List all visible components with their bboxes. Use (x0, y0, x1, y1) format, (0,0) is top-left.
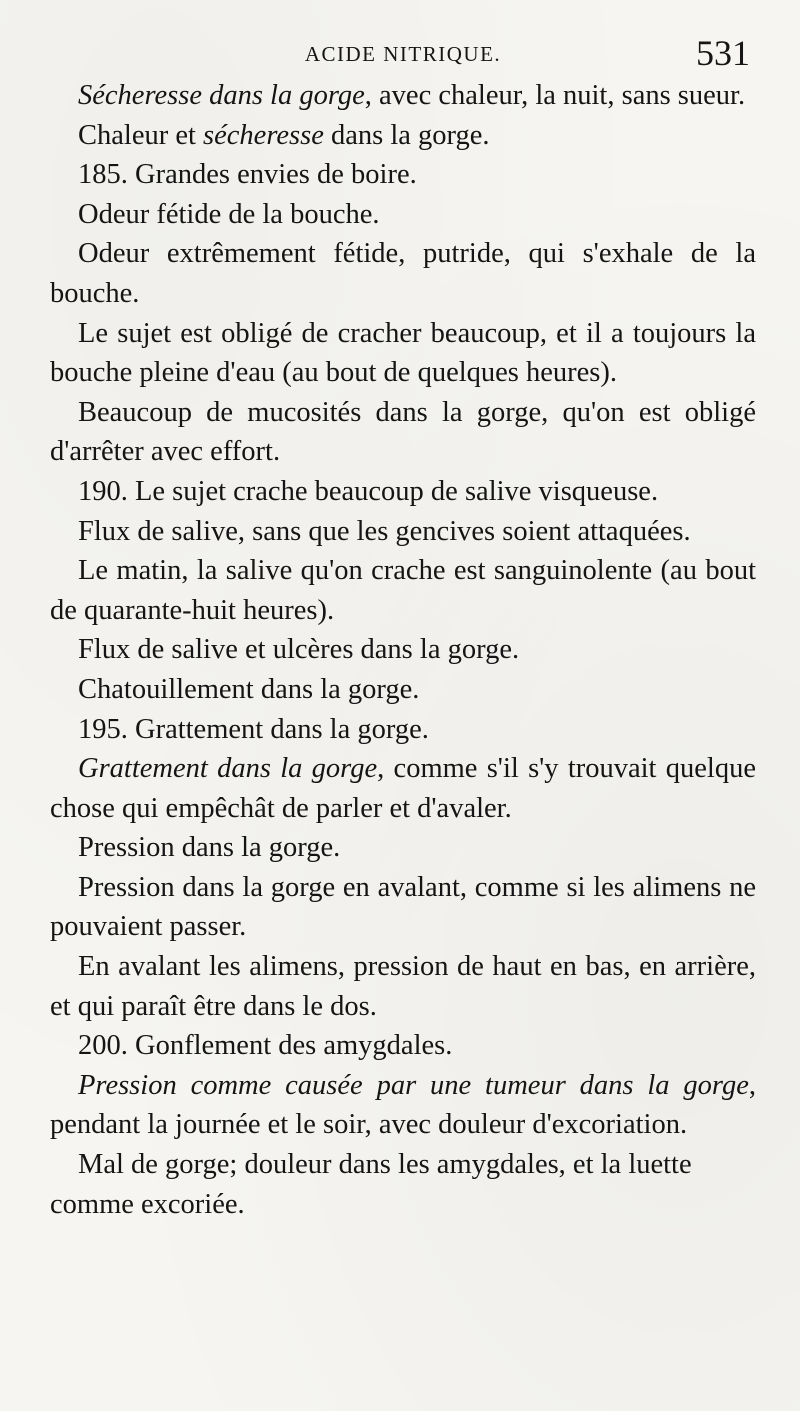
symptom-paragraph (50, 314, 756, 393)
symptom-paragraph (50, 670, 756, 710)
symptom-paragraph (50, 472, 756, 512)
text-segment: , avec chaleur, la nuit, sans sueur. (364, 80, 746, 111)
italic-text: sécheresse (203, 119, 324, 151)
italic-text: Sécheresse dans la gorge (78, 80, 365, 111)
text-segment: 200. Gonflement des amygdales. (78, 1030, 453, 1062)
symptom-paragraph (50, 393, 756, 472)
text-segment: 190. Le sujet crache beaucoup de salive visqueuse. (78, 475, 659, 507)
text-segment: Odeur fétide de la bouche. (78, 198, 380, 230)
symptom-paragraph (50, 749, 756, 828)
text-segment: Chatouillement dans la gorge. (78, 673, 420, 705)
text-segment: , comme s'il s'y trouvait quelque chose qui empêchât de parler et d'avaler. (50, 753, 756, 824)
symptom-paragraph (50, 710, 756, 750)
symptom-paragraph (50, 1026, 756, 1066)
running-title: ACIDE NITRIQUE. (304, 42, 502, 66)
text-segment: Flux de salive et ulcères dans la gorge. (78, 634, 520, 666)
text-segment: dans la gorge. (323, 119, 490, 151)
page-number: 531 (696, 33, 750, 73)
text-segment: Pression dans la gorge en avalant, comme si les alimens ne pouvaient passer. (50, 871, 756, 943)
symptom-paragraph (50, 512, 756, 552)
symptom-paragraph (50, 1145, 756, 1224)
text-segment: Mal de gorge; douleur dans les amygdales, et la luette comme excoriée. (50, 1149, 692, 1220)
symptom-paragraph (50, 630, 756, 670)
text-segment: En avalant les alimens, pression de haut en bas, en arrière, et qui paraît être dans le dos. (50, 951, 756, 1022)
symptom-paragraph (50, 868, 756, 947)
text-segment: 195. Grattement dans la gorge. (78, 713, 429, 745)
symptom-paragraph (50, 195, 756, 235)
symptom-paragraph (50, 1066, 756, 1145)
text-segment: Chaleur et (78, 119, 204, 151)
italic-text: Grattement dans la gorge (78, 753, 378, 785)
symptom-paragraph (50, 947, 756, 1026)
symptom-paragraph (50, 116, 756, 156)
text-segment: Le matin, la salive qu'on crache est sanguinolente (au bout de quarante-huit heures). (50, 555, 756, 626)
text-segment: Flux de salive, sans que les gencives soient attaquées. (78, 515, 691, 547)
symptom-paragraph (50, 155, 756, 195)
symptom-paragraph (50, 234, 756, 313)
text-segment: Odeur extrêmement fétide, putride, qui s'exhale de la bouche. (50, 238, 756, 309)
symptom-paragraph (50, 76, 756, 116)
text-segment: 185. Grandes envies de boire. (78, 159, 417, 191)
text-segment: Le sujet est obligé de cracher beaucoup, et il a toujours la bouche pleine d'eau (au bout de quelques heures). (50, 317, 756, 389)
text-segment: Pression dans la gorge. (78, 832, 341, 864)
running-head (50, 32, 756, 76)
text-segment: , pendant la journée et le soir, avec douleur d'excoriation. (50, 1069, 756, 1141)
body-text (50, 76, 756, 1224)
symptom-paragraph (50, 551, 756, 630)
symptom-paragraph (50, 828, 756, 868)
text-segment: Beaucoup de mucosités dans la gorge, qu'on est obligé d'arrêter avec effort. (50, 396, 756, 468)
italic-text: Pression comme causée par une tumeur dans la gorge (78, 1069, 749, 1101)
